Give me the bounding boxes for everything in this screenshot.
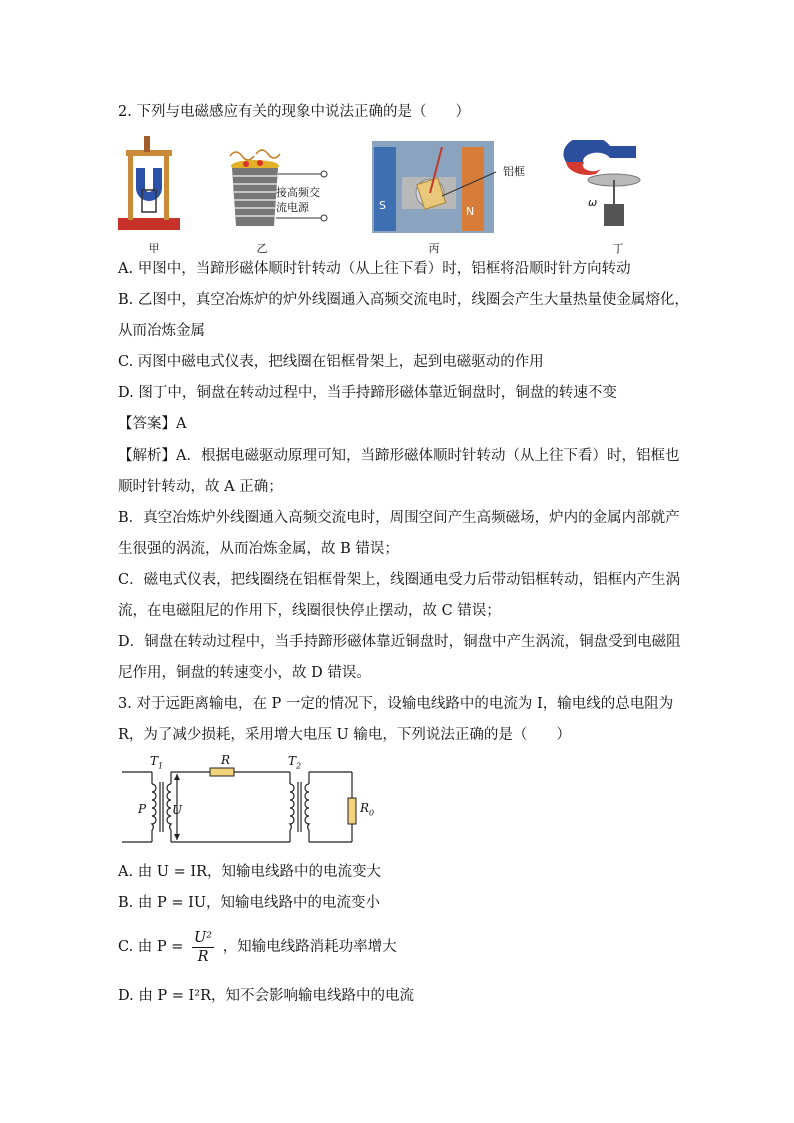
frame-leader-line (440, 168, 500, 198)
bing-frame-label: 铝框 (503, 165, 525, 178)
q2-option-b-line1: B. 乙图中，真空冶炼炉的炉外线圈通入高频交流电时，线圈会产生大量热量使金属熔化， (118, 292, 689, 308)
q2-analysis-line: B．真空冶炼炉外线圈通入高频交流电时，周围空间产生高频磁场，炉内的金属内部就产 (118, 510, 680, 526)
q3-option-c-suffix: ，知输电线路消耗功率增大 (222, 939, 397, 955)
label-r0: $R_0$ (360, 801, 375, 818)
q2-option-c: C. 丙图中磁电式仪表，把线圈在铝框骨架上，起到电磁驱动的作用 (118, 354, 544, 370)
q3-option-a: A. 由 U = IR，知输电线路中的电流变大 (118, 864, 382, 880)
yi-source-label-2: 流电源 (276, 201, 309, 214)
q2-answer: 【答案】A (118, 416, 187, 432)
caption-jia: 甲 (148, 242, 160, 255)
q3-option-c-prefix: C. 由 P = (118, 939, 184, 955)
q3-stem-line1: 3. 对于远距离输电，在 P 一定的情况下，设输电线路中的电流为 I，输电线的总电阻为 (118, 696, 674, 712)
figure-jia (116, 132, 186, 240)
caption-ding: 丁 (612, 242, 624, 255)
q3-option-b: B. 由 P = IU，知输电线路中的电流变小 (118, 895, 381, 911)
resistor-r0-icon (348, 798, 356, 824)
caption-yi: 乙 (256, 242, 268, 255)
motor-icon (604, 204, 624, 226)
q2-analysis-line: 【解析】A．根据电磁驱动原理可知，当蹄形磁体顺时针转动（从上往下看）时，铝框也 (118, 448, 680, 464)
q2-analysis-line: 顺时针转动，故 A 正确； (118, 479, 283, 495)
q2-analysis-line: 尼作用，铜盘的转速变小，故 D 错误。 (118, 665, 371, 681)
figure-ding (560, 140, 642, 236)
base-board-icon (118, 218, 180, 230)
caption-bing: 丙 (428, 242, 440, 255)
fraction-numerator: U² (194, 929, 213, 946)
ding-omega-label: ω (588, 196, 598, 209)
handle-icon (144, 136, 150, 152)
yi-source-label-1: 接高频交 (276, 186, 320, 199)
bing-n-label: N (466, 205, 475, 218)
q2-option-b-line2: 从而冶炼金属 (118, 323, 205, 339)
q2-option-a: A. 甲图中，当蹄形磁体顺时针转动（从上往下看）时，铝框将沿顺时针方向转动 (118, 261, 631, 277)
bing-s-label: S (379, 199, 386, 212)
q2-stem: 2. 下列与电磁感应有关的现象中说法正确的是（ ） (118, 104, 470, 120)
fraction-denominator: R (197, 948, 209, 965)
horseshoe-magnet-icon (563, 140, 636, 164)
label-t2: $T_2$ (288, 754, 302, 771)
q2-analysis-line: 流，在电磁阻尼的作用下，线圈很快停止摆动，故 C 错误； (118, 603, 501, 619)
q3-option-c (118, 928, 397, 966)
q2-analysis-line: D．铜盘在转动过程中，当手持蹄形磁体靠近铜盘时，铜盘中产生涡流，铜盘受到电磁阻 (118, 634, 681, 650)
q2-option-d: D. 图丁中，铜盘在转动过程中，当手持蹄形磁体靠近铜盘时，铜盘的转速不变 (118, 385, 617, 401)
label-p: P (138, 802, 147, 816)
horseshoe-magnet-icon (136, 168, 162, 201)
label-u: U (172, 803, 183, 817)
q2-analysis-line: C．磁电式仪表，把线圈绕在铝框骨架上，线圈通电受力后带动铝框转动，铝框内产生涡 (118, 572, 681, 588)
resistor-r-icon (210, 768, 234, 776)
q3-option-d: D. 由 P = I²R，知不会影响输电线路中的电流 (118, 988, 415, 1004)
magnet-s-icon (374, 147, 396, 231)
label-r: R (221, 753, 231, 767)
q2-analysis-line: 生很强的涡流，从而冶炼金属，故 B 错误； (118, 541, 399, 557)
q3-stem-line2: R，为了减少损耗，采用增大电压 U 输电，下列说法正确的是（ ） (118, 727, 571, 743)
label-t1: $T_1$ (150, 754, 164, 771)
fraction-u2-over-r (192, 929, 214, 966)
